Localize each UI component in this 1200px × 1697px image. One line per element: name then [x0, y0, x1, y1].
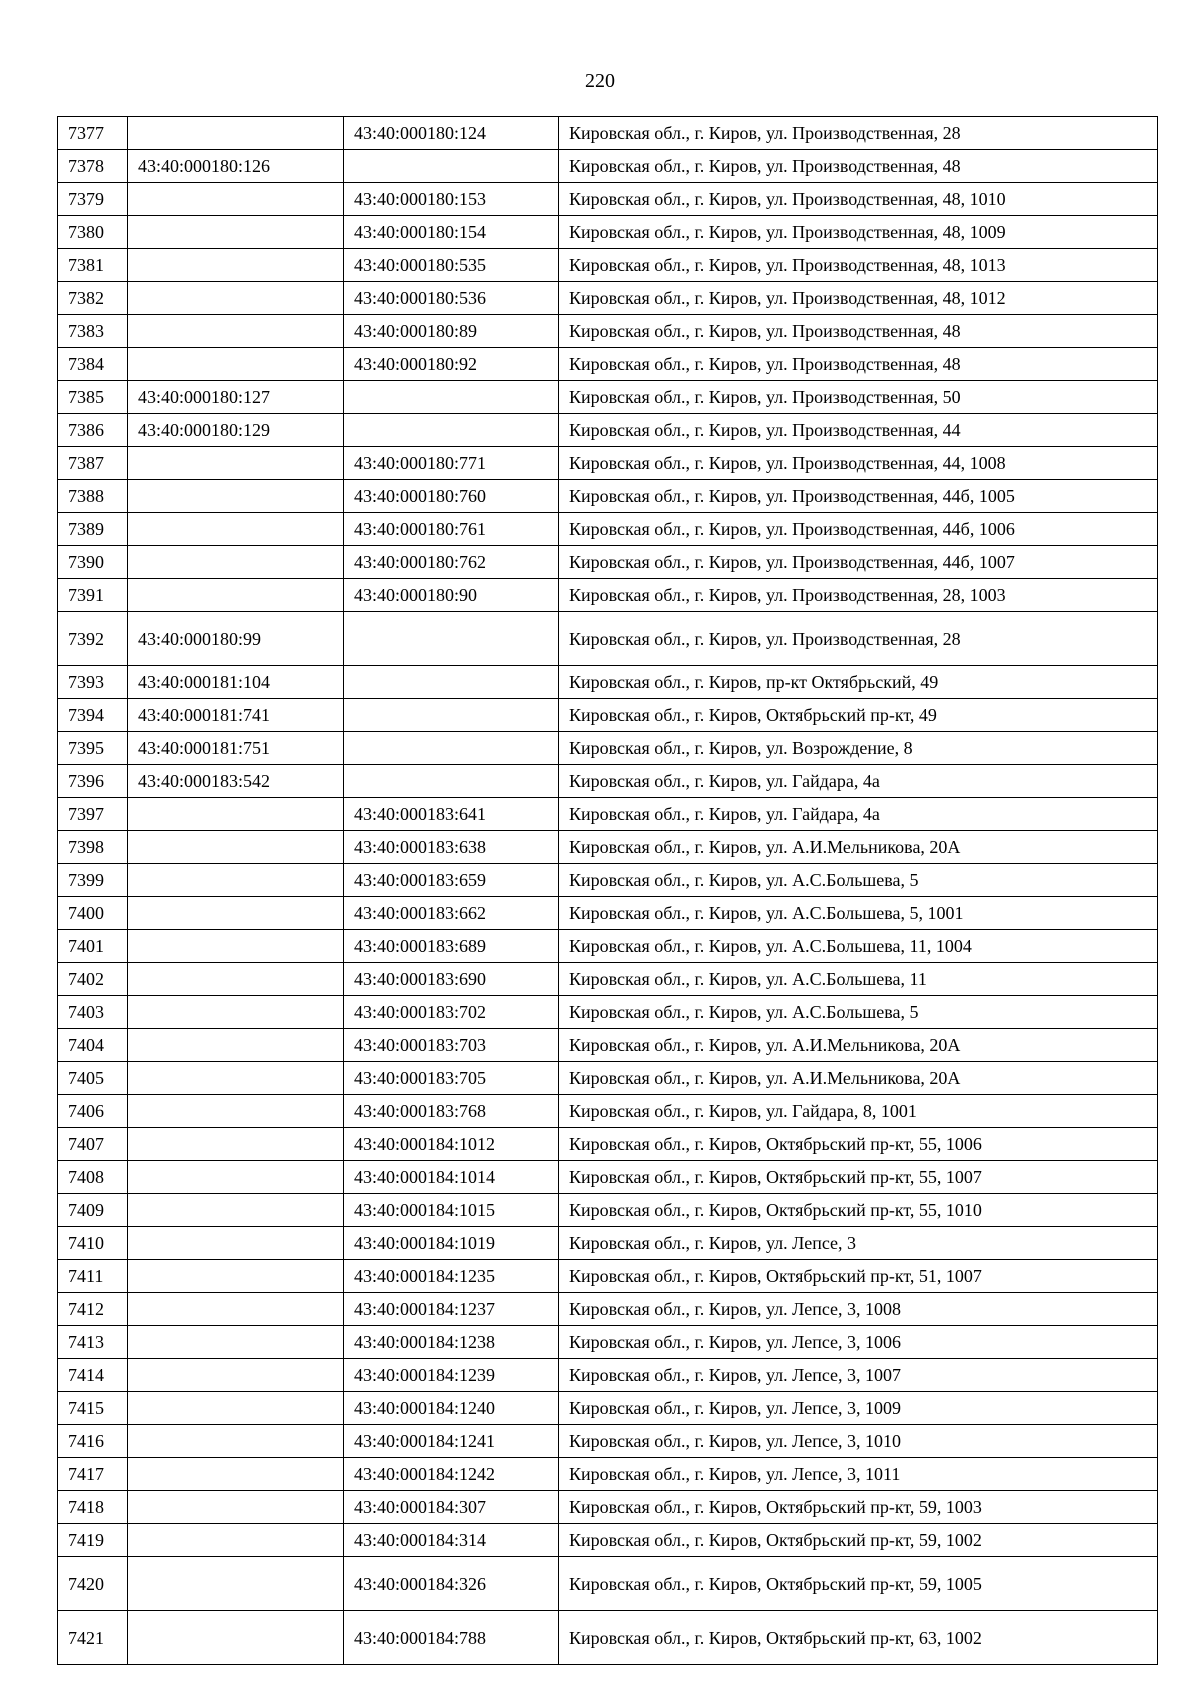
- row-number-cell: 7415: [58, 1392, 128, 1425]
- row-number-cell: 7388: [58, 480, 128, 513]
- parcel-cadastral-number-cell: [128, 1611, 344, 1665]
- building-cadastral-number-cell: [344, 150, 559, 183]
- table-row: [58, 480, 1158, 513]
- address-cell: Кировская обл., г. Киров, ул. Производственная, 48: [559, 348, 1158, 381]
- address-cell: Кировская обл., г. Киров, ул. А.И.Мельникова, 20А: [559, 1029, 1158, 1062]
- parcel-cadastral-number-cell: 43:40:000183:542: [128, 765, 344, 798]
- table-row: [58, 1161, 1158, 1194]
- row-number-cell: 7405: [58, 1062, 128, 1095]
- parcel-cadastral-number-cell: 43:40:000181:104: [128, 666, 344, 699]
- cadastral-register-table: [57, 116, 1158, 1665]
- address-cell: Кировская обл., г. Киров, ул. А.И.Мельникова, 20А: [559, 831, 1158, 864]
- row-number-cell: 7383: [58, 315, 128, 348]
- building-cadastral-number-cell: 43:40:000183:662: [344, 897, 559, 930]
- table-row: [58, 963, 1158, 996]
- table-row: [58, 864, 1158, 897]
- table-row: [58, 798, 1158, 831]
- table-row: [58, 381, 1158, 414]
- table-row: [58, 414, 1158, 447]
- address-cell: Кировская обл., г. Киров, ул. Производственная, 48, 1013: [559, 249, 1158, 282]
- table-row: [58, 1557, 1158, 1611]
- address-cell: Кировская обл., г. Киров, ул. А.С.Большева, 11: [559, 963, 1158, 996]
- address-cell: Кировская обл., г. Киров, пр-кт Октябрьский, 49: [559, 666, 1158, 699]
- address-cell: Кировская обл., г. Киров, ул. Производственная, 50: [559, 381, 1158, 414]
- address-cell: Кировская обл., г. Киров, Октябрьский пр-кт, 59, 1005: [559, 1557, 1158, 1611]
- table-row: [58, 1611, 1158, 1665]
- table-row: [58, 1194, 1158, 1227]
- building-cadastral-number-cell: 43:40:000184:1240: [344, 1392, 559, 1425]
- parcel-cadastral-number-cell: [128, 1029, 344, 1062]
- building-cadastral-number-cell: 43:40:000183:703: [344, 1029, 559, 1062]
- address-cell: Кировская обл., г. Киров, ул. Лепсе, 3, 1008: [559, 1293, 1158, 1326]
- building-cadastral-number-cell: 43:40:000184:1019: [344, 1227, 559, 1260]
- parcel-cadastral-number-cell: 43:40:000181:751: [128, 732, 344, 765]
- table-row: [58, 447, 1158, 480]
- address-cell: Кировская обл., г. Киров, ул. Производственная, 44, 1008: [559, 447, 1158, 480]
- row-number-cell: 7420: [58, 1557, 128, 1611]
- row-number-cell: 7414: [58, 1359, 128, 1392]
- row-number-cell: 7390: [58, 546, 128, 579]
- parcel-cadastral-number-cell: [128, 480, 344, 513]
- building-cadastral-number-cell: 43:40:000183:659: [344, 864, 559, 897]
- row-number-cell: 7409: [58, 1194, 128, 1227]
- table-row: [58, 1293, 1158, 1326]
- row-number-cell: 7417: [58, 1458, 128, 1491]
- table-row: [58, 117, 1158, 150]
- row-number-cell: 7381: [58, 249, 128, 282]
- parcel-cadastral-number-cell: [128, 1491, 344, 1524]
- address-cell: Кировская обл., г. Киров, Октябрьский пр-кт, 63, 1002: [559, 1611, 1158, 1665]
- parcel-cadastral-number-cell: [128, 282, 344, 315]
- table-row: [58, 1425, 1158, 1458]
- building-cadastral-number-cell: [344, 765, 559, 798]
- table-row: [58, 930, 1158, 963]
- row-number-cell: 7411: [58, 1260, 128, 1293]
- address-cell: Кировская обл., г. Киров, ул. А.С.Большева, 5: [559, 996, 1158, 1029]
- building-cadastral-number-cell: 43:40:000180:153: [344, 183, 559, 216]
- building-cadastral-number-cell: 43:40:000183:690: [344, 963, 559, 996]
- parcel-cadastral-number-cell: [128, 996, 344, 1029]
- building-cadastral-number-cell: [344, 414, 559, 447]
- building-cadastral-number-cell: 43:40:000180:154: [344, 216, 559, 249]
- row-number-cell: 7397: [58, 798, 128, 831]
- parcel-cadastral-number-cell: [128, 1458, 344, 1491]
- address-cell: Кировская обл., г. Киров, ул. А.С.Большева, 5: [559, 864, 1158, 897]
- building-cadastral-number-cell: 43:40:000180:771: [344, 447, 559, 480]
- building-cadastral-number-cell: 43:40:000184:1242: [344, 1458, 559, 1491]
- parcel-cadastral-number-cell: [128, 831, 344, 864]
- parcel-cadastral-number-cell: [128, 249, 344, 282]
- building-cadastral-number-cell: 43:40:000180:535: [344, 249, 559, 282]
- address-cell: Кировская обл., г. Киров, ул. Производственная, 44: [559, 414, 1158, 447]
- row-number-cell: 7401: [58, 930, 128, 963]
- table-row: [58, 612, 1158, 666]
- table-row: [58, 183, 1158, 216]
- address-cell: Кировская обл., г. Киров, ул. Производственная, 48, 1009: [559, 216, 1158, 249]
- building-cadastral-number-cell: [344, 666, 559, 699]
- parcel-cadastral-number-cell: [128, 1359, 344, 1392]
- parcel-cadastral-number-cell: [128, 216, 344, 249]
- parcel-cadastral-number-cell: [128, 897, 344, 930]
- parcel-cadastral-number-cell: [128, 930, 344, 963]
- row-number-cell: 7394: [58, 699, 128, 732]
- address-cell: Кировская обл., г. Киров, ул. А.С.Большева, 11, 1004: [559, 930, 1158, 963]
- parcel-cadastral-number-cell: [128, 1557, 344, 1611]
- table-row: [58, 699, 1158, 732]
- parcel-cadastral-number-cell: [128, 963, 344, 996]
- parcel-cadastral-number-cell: [128, 1062, 344, 1095]
- table-row: [58, 831, 1158, 864]
- table-row: [58, 513, 1158, 546]
- address-cell: Кировская обл., г. Киров, ул. Лепсе, 3, 1007: [559, 1359, 1158, 1392]
- parcel-cadastral-number-cell: [128, 447, 344, 480]
- row-number-cell: 7410: [58, 1227, 128, 1260]
- table-row: [58, 666, 1158, 699]
- table-row: [58, 732, 1158, 765]
- table-row: [58, 1227, 1158, 1260]
- building-cadastral-number-cell: 43:40:000183:705: [344, 1062, 559, 1095]
- table-row: [58, 1260, 1158, 1293]
- row-number-cell: 7413: [58, 1326, 128, 1359]
- row-number-cell: 7398: [58, 831, 128, 864]
- table-row: [58, 315, 1158, 348]
- parcel-cadastral-number-cell: 43:40:000180:126: [128, 150, 344, 183]
- building-cadastral-number-cell: 43:40:000183:689: [344, 930, 559, 963]
- address-cell: Кировская обл., г. Киров, ул. Производственная, 28: [559, 612, 1158, 666]
- table-body: [58, 117, 1158, 1665]
- row-number-cell: 7402: [58, 963, 128, 996]
- parcel-cadastral-number-cell: [128, 1128, 344, 1161]
- parcel-cadastral-number-cell: 43:40:000181:741: [128, 699, 344, 732]
- table-row: [58, 1392, 1158, 1425]
- address-cell: Кировская обл., г. Киров, Октябрьский пр-кт, 59, 1002: [559, 1524, 1158, 1557]
- table-row: [58, 765, 1158, 798]
- table-row: [58, 216, 1158, 249]
- parcel-cadastral-number-cell: 43:40:000180:127: [128, 381, 344, 414]
- row-number-cell: 7393: [58, 666, 128, 699]
- address-cell: Кировская обл., г. Киров, ул. Гайдара, 4а: [559, 765, 1158, 798]
- table-row: [58, 546, 1158, 579]
- row-number-cell: 7384: [58, 348, 128, 381]
- parcel-cadastral-number-cell: [128, 1293, 344, 1326]
- row-number-cell: 7412: [58, 1293, 128, 1326]
- building-cadastral-number-cell: [344, 612, 559, 666]
- table-row: [58, 249, 1158, 282]
- row-number-cell: 7389: [58, 513, 128, 546]
- address-cell: Кировская обл., г. Киров, Октябрьский пр-кт, 55, 1010: [559, 1194, 1158, 1227]
- address-cell: Кировская обл., г. Киров, ул. Лепсе, 3, 1010: [559, 1425, 1158, 1458]
- building-cadastral-number-cell: 43:40:000180:762: [344, 546, 559, 579]
- building-cadastral-number-cell: 43:40:000180:124: [344, 117, 559, 150]
- row-number-cell: 7418: [58, 1491, 128, 1524]
- parcel-cadastral-number-cell: [128, 579, 344, 612]
- address-cell: Кировская обл., г. Киров, ул. Производственная, 44б, 1007: [559, 546, 1158, 579]
- parcel-cadastral-number-cell: [128, 1095, 344, 1128]
- table-row: [58, 1491, 1158, 1524]
- building-cadastral-number-cell: 43:40:000180:90: [344, 579, 559, 612]
- table-row: [58, 1326, 1158, 1359]
- address-cell: Кировская обл., г. Киров, Октябрьский пр-кт, 51, 1007: [559, 1260, 1158, 1293]
- address-cell: Кировская обл., г. Киров, Октябрьский пр-кт, 59, 1003: [559, 1491, 1158, 1524]
- parcel-cadastral-number-cell: [128, 1260, 344, 1293]
- parcel-cadastral-number-cell: [128, 798, 344, 831]
- table-row: [58, 1359, 1158, 1392]
- address-cell: Кировская обл., г. Киров, ул. Производственная, 44б, 1006: [559, 513, 1158, 546]
- building-cadastral-number-cell: 43:40:000184:1235: [344, 1260, 559, 1293]
- building-cadastral-number-cell: 43:40:000184:788: [344, 1611, 559, 1665]
- parcel-cadastral-number-cell: [128, 1524, 344, 1557]
- parcel-cadastral-number-cell: [128, 1392, 344, 1425]
- row-number-cell: 7391: [58, 579, 128, 612]
- row-number-cell: 7382: [58, 282, 128, 315]
- address-cell: Кировская обл., г. Киров, ул. Гайдара, 8, 1001: [559, 1095, 1158, 1128]
- address-cell: Кировская обл., г. Киров, Октябрьский пр-кт, 49: [559, 699, 1158, 732]
- address-cell: Кировская обл., г. Киров, ул. Производственная, 44б, 1005: [559, 480, 1158, 513]
- row-number-cell: 7378: [58, 150, 128, 183]
- address-cell: Кировская обл., г. Киров, ул. Производственная, 48: [559, 150, 1158, 183]
- row-number-cell: 7396: [58, 765, 128, 798]
- row-number-cell: 7421: [58, 1611, 128, 1665]
- address-cell: Кировская обл., г. Киров, ул. А.С.Большева, 5, 1001: [559, 897, 1158, 930]
- address-cell: Кировская обл., г. Киров, ул. Возрождение, 8: [559, 732, 1158, 765]
- building-cadastral-number-cell: 43:40:000184:1238: [344, 1326, 559, 1359]
- table-row: [58, 348, 1158, 381]
- building-cadastral-number-cell: 43:40:000180:760: [344, 480, 559, 513]
- building-cadastral-number-cell: [344, 732, 559, 765]
- address-cell: Кировская обл., г. Киров, ул. Производственная, 28: [559, 117, 1158, 150]
- parcel-cadastral-number-cell: [128, 1194, 344, 1227]
- table-row: [58, 579, 1158, 612]
- address-cell: Кировская обл., г. Киров, ул. Производственная, 48: [559, 315, 1158, 348]
- row-number-cell: 7379: [58, 183, 128, 216]
- address-cell: Кировская обл., г. Киров, ул. Производственная, 48, 1010: [559, 183, 1158, 216]
- row-number-cell: 7408: [58, 1161, 128, 1194]
- row-number-cell: 7403: [58, 996, 128, 1029]
- table-row: [58, 1458, 1158, 1491]
- building-cadastral-number-cell: 43:40:000184:1237: [344, 1293, 559, 1326]
- building-cadastral-number-cell: 43:40:000184:1239: [344, 1359, 559, 1392]
- row-number-cell: 7400: [58, 897, 128, 930]
- row-number-cell: 7416: [58, 1425, 128, 1458]
- building-cadastral-number-cell: [344, 699, 559, 732]
- address-cell: Кировская обл., г. Киров, ул. Производственная, 28, 1003: [559, 579, 1158, 612]
- parcel-cadastral-number-cell: 43:40:000180:99: [128, 612, 344, 666]
- row-number-cell: 7407: [58, 1128, 128, 1161]
- table-row: [58, 897, 1158, 930]
- building-cadastral-number-cell: 43:40:000180:761: [344, 513, 559, 546]
- building-cadastral-number-cell: 43:40:000180:536: [344, 282, 559, 315]
- row-number-cell: 7387: [58, 447, 128, 480]
- table-row: [58, 1128, 1158, 1161]
- address-cell: Кировская обл., г. Киров, ул. А.И.Мельникова, 20А: [559, 1062, 1158, 1095]
- parcel-cadastral-number-cell: [128, 864, 344, 897]
- parcel-cadastral-number-cell: [128, 183, 344, 216]
- address-cell: Кировская обл., г. Киров, ул. Лепсе, 3, 1011: [559, 1458, 1158, 1491]
- parcel-cadastral-number-cell: [128, 1326, 344, 1359]
- building-cadastral-number-cell: 43:40:000180:92: [344, 348, 559, 381]
- building-cadastral-number-cell: 43:40:000184:314: [344, 1524, 559, 1557]
- table-row: [58, 1029, 1158, 1062]
- address-cell: Кировская обл., г. Киров, ул. Лепсе, 3, 1006: [559, 1326, 1158, 1359]
- table-row: [58, 996, 1158, 1029]
- table-row: [58, 150, 1158, 183]
- page-number: 220: [585, 70, 615, 92]
- row-number-cell: 7419: [58, 1524, 128, 1557]
- address-cell: Кировская обл., г. Киров, ул. Лепсе, 3: [559, 1227, 1158, 1260]
- parcel-cadastral-number-cell: [128, 117, 344, 150]
- parcel-cadastral-number-cell: [128, 1227, 344, 1260]
- address-cell: Кировская обл., г. Киров, ул. Лепсе, 3, 1009: [559, 1392, 1158, 1425]
- building-cadastral-number-cell: 43:40:000184:1015: [344, 1194, 559, 1227]
- row-number-cell: 7385: [58, 381, 128, 414]
- parcel-cadastral-number-cell: [128, 1161, 344, 1194]
- row-number-cell: 7404: [58, 1029, 128, 1062]
- parcel-cadastral-number-cell: [128, 315, 344, 348]
- building-cadastral-number-cell: 43:40:000184:326: [344, 1557, 559, 1611]
- building-cadastral-number-cell: 43:40:000183:702: [344, 996, 559, 1029]
- table-row: [58, 1095, 1158, 1128]
- parcel-cadastral-number-cell: [128, 1425, 344, 1458]
- building-cadastral-number-cell: 43:40:000184:1014: [344, 1161, 559, 1194]
- table-row: [58, 282, 1158, 315]
- building-cadastral-number-cell: [344, 381, 559, 414]
- row-number-cell: 7380: [58, 216, 128, 249]
- building-cadastral-number-cell: 43:40:000184:1012: [344, 1128, 559, 1161]
- building-cadastral-number-cell: 43:40:000184:307: [344, 1491, 559, 1524]
- table-row: [58, 1524, 1158, 1557]
- row-number-cell: 7377: [58, 117, 128, 150]
- parcel-cadastral-number-cell: [128, 546, 344, 579]
- building-cadastral-number-cell: 43:40:000180:89: [344, 315, 559, 348]
- address-cell: Кировская обл., г. Киров, Октябрьский пр-кт, 55, 1007: [559, 1161, 1158, 1194]
- address-cell: Кировская обл., г. Киров, ул. Гайдара, 4а: [559, 798, 1158, 831]
- parcel-cadastral-number-cell: [128, 513, 344, 546]
- building-cadastral-number-cell: 43:40:000183:768: [344, 1095, 559, 1128]
- address-cell: Кировская обл., г. Киров, ул. Производственная, 48, 1012: [559, 282, 1158, 315]
- row-number-cell: 7406: [58, 1095, 128, 1128]
- parcel-cadastral-number-cell: [128, 348, 344, 381]
- address-cell: Кировская обл., г. Киров, Октябрьский пр-кт, 55, 1006: [559, 1128, 1158, 1161]
- row-number-cell: 7395: [58, 732, 128, 765]
- row-number-cell: 7399: [58, 864, 128, 897]
- table-row: [58, 1062, 1158, 1095]
- building-cadastral-number-cell: 43:40:000183:638: [344, 831, 559, 864]
- row-number-cell: 7392: [58, 612, 128, 666]
- building-cadastral-number-cell: 43:40:000183:641: [344, 798, 559, 831]
- building-cadastral-number-cell: 43:40:000184:1241: [344, 1425, 559, 1458]
- parcel-cadastral-number-cell: 43:40:000180:129: [128, 414, 344, 447]
- row-number-cell: 7386: [58, 414, 128, 447]
